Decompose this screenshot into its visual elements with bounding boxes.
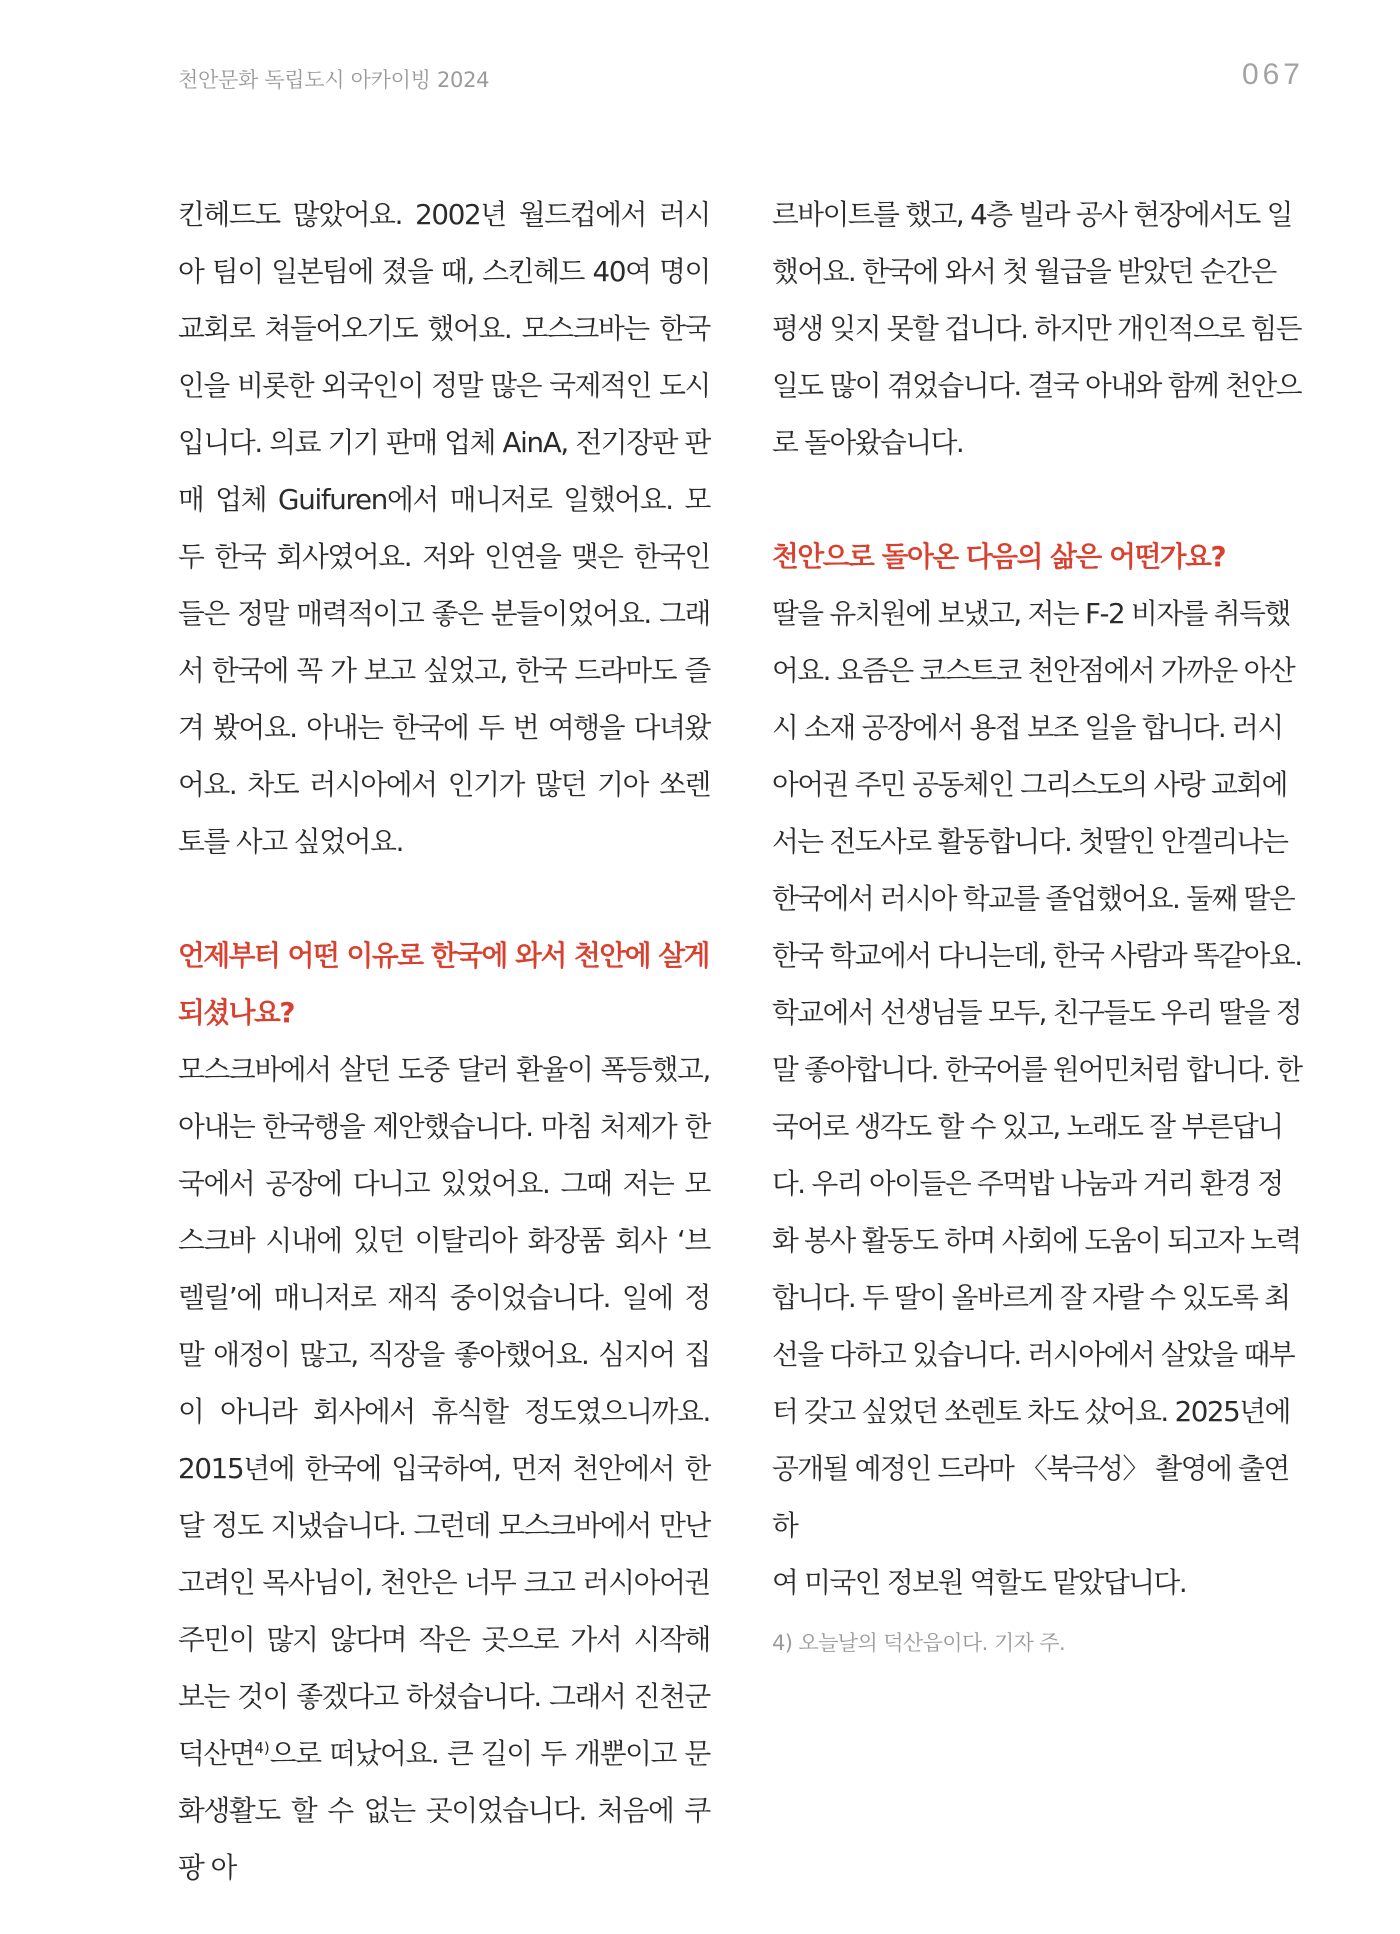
body-line: 했어요. 한국에 와서 첫 월급을 받았던 순간은 (772, 255, 1276, 288)
body-paragraph (178, 1041, 710, 1896)
body-line: 여 미국인 정보원 역할도 맡았답니다. (772, 1566, 1187, 1599)
body-paragraph: 킨헤드도 많았어요. 2002년 월드컵에서 러시아 팀이 일본팀에 졌을 때, 스킨헤드 40여 명이 교회로 쳐들어오기도 했어요. 모스크바는 한국인을 비롯한 외국인이 정말 많은 국제적인 도시입니다. 의료 기기 판매 업체 AinA, 전기장판 판매 업체 Guifuren에서 매니저로 일했어요. 모두 한국 회사였어요. 저와 인연을 맺은 한국인들은 정말 매력적이고 좋은 분들이었어요. 그래서 한국에 꼭 가 보고 싶었고, 한국 드라마도 즐겨 봤어요. 아내는 한국에 두 번 여행을 다녀왔어요. 차도 러시아에서 인기가 많던 기아 쏘렌토를 사고 싶었어요. (178, 198, 710, 858)
answer-text-part: 으로 떠났어요. 큰 길이 두 개뿐이고 문화생활도 할 수 없는 곳이었습니다. 처음에 쿠팡 아 (178, 1737, 710, 1884)
body-line: 공개될 예정인 드라마 〈북극성〉 촬영에 출연하 (772, 1452, 1289, 1542)
body-line: 터 갖고 싶었던 쏘렌토 차도 샀어요. 2025년에 (772, 1395, 1290, 1428)
body-line: 합니다. 두 딸이 올바르게 잘 자랄 수 있도록 최 (772, 1281, 1290, 1314)
body-line: 르바이트를 했고, 4층 빌라 공사 현장에서도 일 (772, 198, 1292, 231)
page-number: 067 (1241, 58, 1304, 91)
paragraph-spacer (772, 471, 1304, 528)
paragraph-spacer (178, 870, 710, 927)
body-line: 평생 잊지 못할 겁니다. 하지만 개인적으로 힘든 (772, 312, 1302, 345)
body-line: 말 좋아합니다. 한국어를 원어민처럼 합니다. 한 (772, 1053, 1302, 1086)
body-line: 로 돌아왔습니다. (772, 426, 964, 459)
body-line: 일도 많이 겪었습니다. 결국 아내와 함께 천안으 (772, 369, 1302, 402)
body-line: 딸을 유치원에 보냈고, 저는 F-2 비자를 취득했 (772, 597, 1290, 630)
body-line: 시 소재 공장에서 용접 보조 일을 합니다. 러시 (772, 711, 1283, 744)
footnote: 4) 오늘날의 덕산읍이다. 기자 주. (772, 1631, 1066, 1655)
body-line: 한국 학교에서 다니는데, 한국 사람과 똑같아요. (772, 939, 1302, 972)
answer-text-part: 모스크바에서 살던 도중 달러 환율이 폭등했고, 아내는 한국행을 제안했습니다. 마침 처제가 한국에서 공장에 다니고 있었어요. 그때 저는 모스크바 시내에 있던 이탈리아 화장품 회사 ‘브렐릴’에 매니저로 재직 중이었습니다. 일에 정말 애정이 많고, 직장을 좋아했어요. 심지어 집이 아니라 회사에서 휴식할 정도였으니까요. 2015년에 한국에 입국하여, 먼저 천안에서 한 달 정도 지냈습니다. 그런데 모스크바에서 만난 고려인 목사님이, 천안은 너무 크고 러시아어권 주민이 많지 않다며 작은 곳으로 가서 시작해 보는 것이 좋겠다고 하셨습니다. 그래서 진천군 덕산면 (178, 1053, 710, 1770)
left-column (178, 186, 710, 1896)
body-line: 선을 다하고 있습니다. 러시아에서 살았을 때부 (772, 1338, 1295, 1371)
body-line: 국어로 생각도 할 수 있고, 노래도 잘 부른답니 (772, 1110, 1283, 1143)
body-line: 학교에서 선생님들 모두, 친구들도 우리 딸을 정 (772, 996, 1302, 1029)
interview-question: 천안으로 돌아온 다음의 삶은 어떤가요? (772, 540, 1226, 573)
running-header: 천안문화 독립도시 아카이빙 2024 (178, 68, 490, 92)
body-line: 한국에서 러시아 학교를 졸업했어요. 둘째 딸은 (772, 882, 1295, 915)
footnote-reference: 4) (254, 1738, 270, 1757)
right-column (772, 186, 1304, 1657)
body-line: 서는 전도사로 활동합니다. 첫딸인 안겔리나는 (772, 825, 1288, 858)
body-line: 다. 우리 아이들은 주먹밥 나눔과 거리 환경 정 (772, 1167, 1283, 1200)
interview-question: 언제부터 어떤 이유로 한국에 와서 천안에 살게 되셨나요? (178, 939, 710, 1029)
body-line: 어요. 요즘은 코스트코 천안점에서 가까운 아산 (772, 654, 1295, 687)
body-line: 아어권 주민 공동체인 그리스도의 사랑 교회에 (772, 768, 1287, 801)
body-line: 화 봉사 활동도 하며 사회에 도움이 되고자 노력 (772, 1224, 1301, 1257)
